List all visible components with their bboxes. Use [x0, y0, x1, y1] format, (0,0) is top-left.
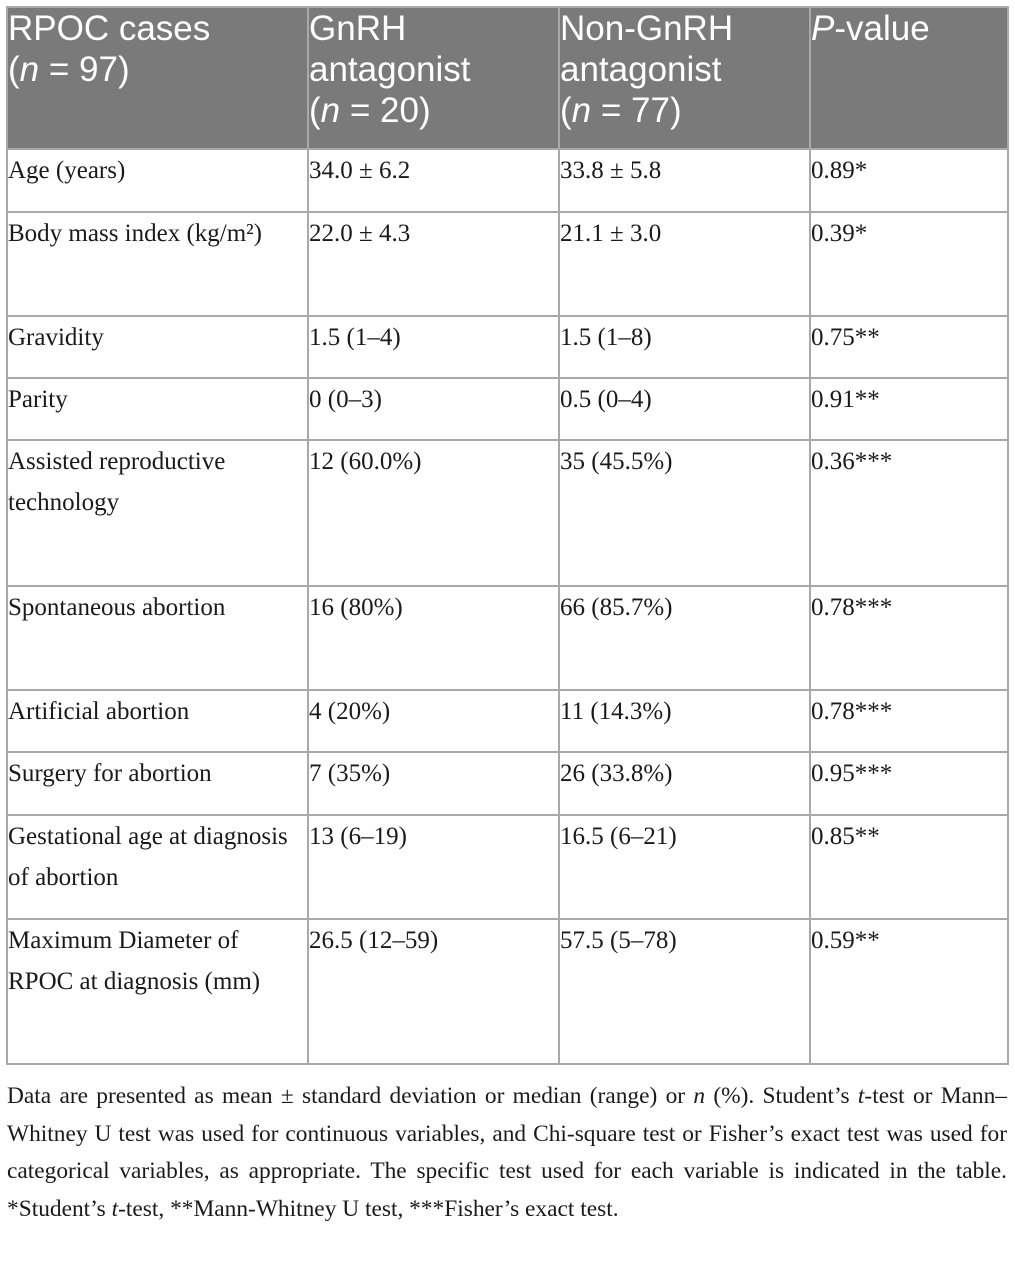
table-row	[7, 212, 1008, 316]
header-row	[7, 7, 1008, 149]
gnrh-value-cell: 4 (20%)	[308, 690, 559, 752]
table-footnote	[7, 1078, 1007, 1228]
p-value-cell: 0.89*	[810, 149, 1008, 212]
non-gnrh-value-cell: 57.5 (5–78)	[559, 919, 810, 1064]
header-gnrh-n-value: = 20)	[340, 91, 431, 130]
table-row	[7, 815, 1008, 919]
non-gnrh-value-cell: 0.5 (0–4)	[559, 378, 810, 440]
header-non-gnrh-n-value: = 77)	[591, 91, 682, 130]
p-value-cell: 0.39*	[810, 212, 1008, 316]
gnrh-value-cell: 26.5 (12–59)	[308, 919, 559, 1064]
header-rpoc-cases: RPOC cases (n = 97)	[7, 7, 308, 149]
non-gnrh-value-cell: 11 (14.3%)	[559, 690, 810, 752]
row-label-cell: Assisted reproductive technology	[7, 440, 308, 586]
demographics-table	[6, 6, 1009, 1065]
p-value-cell: 0.75**	[810, 316, 1008, 378]
footnote-part1: Data are presented as mean ± standard deviation or median (range) or	[7, 1083, 694, 1109]
gnrh-value-cell: 7 (35%)	[308, 752, 559, 815]
non-gnrh-value-cell: 35 (45.5%)	[559, 440, 810, 586]
gnrh-value-cell: 34.0 ± 6.2	[308, 149, 559, 212]
table-row	[7, 586, 1008, 690]
header-gnrh-n-symbol: n	[320, 91, 341, 130]
non-gnrh-value-cell: 33.8 ± 5.8	[559, 149, 810, 212]
p-value-cell: 0.95***	[810, 752, 1008, 815]
p-value-cell: 0.78***	[810, 690, 1008, 752]
header-p-rest: -value	[834, 9, 930, 48]
row-label-cell: Gravidity	[7, 316, 308, 378]
footnote-part4: -test, **Mann-Whitney U test, ***Fisher’s exact test.	[118, 1195, 619, 1222]
row-label-cell: Maximum Diameter of RPOC at diagnosis (mm)	[7, 919, 308, 1064]
non-gnrh-value-cell: 66 (85.7%)	[559, 586, 810, 690]
row-label-cell: Parity	[7, 378, 308, 440]
header-gnrh-label: GnRH antagonist	[309, 9, 471, 89]
table-row	[7, 149, 1008, 212]
non-gnrh-value-cell: 16.5 (6–21)	[559, 815, 810, 919]
p-value-cell: 0.59**	[810, 919, 1008, 1064]
header-non-gnrh-label: Non-GnRH antagonist	[560, 9, 734, 89]
row-label-cell: Gestational age at diagnosis of abortion	[7, 815, 308, 919]
p-value-cell: 0.36***	[810, 440, 1008, 586]
gnrh-value-cell: 12 (60.0%)	[308, 440, 559, 586]
table-row	[7, 440, 1008, 586]
row-label-cell: Artificial abortion	[7, 690, 308, 752]
gnrh-value-cell: 0 (0–3)	[308, 378, 559, 440]
header-p-value	[810, 7, 1008, 149]
non-gnrh-value-cell: 21.1 ± 3.0	[559, 212, 810, 316]
table-body	[7, 149, 1008, 1064]
non-gnrh-value-cell: 26 (33.8%)	[559, 752, 810, 815]
gnrh-value-cell: 16 (80%)	[308, 586, 559, 690]
table-row	[7, 752, 1008, 815]
p-value-cell: 0.91**	[810, 378, 1008, 440]
header-rpoc-n-symbol: n	[19, 50, 40, 89]
header-non-gnrh-antagonist: Non-GnRH antagonist (n = 77)	[559, 7, 810, 149]
p-value-cell: 0.78***	[810, 586, 1008, 690]
table-header	[7, 7, 1008, 149]
header-non-gnrh-n-symbol: n	[571, 91, 592, 130]
row-label-cell: Body mass index (kg/m²)	[7, 212, 308, 316]
header-gnrh-antagonist: GnRH antagonist (n = 20)	[308, 7, 559, 149]
table-row	[7, 690, 1008, 752]
non-gnrh-value-cell: 1.5 (1–8)	[559, 316, 810, 378]
header-rpoc-n-value: = 97)	[39, 50, 130, 89]
row-label-cell: Surgery for abortion	[7, 752, 308, 815]
gnrh-value-cell: 22.0 ± 4.3	[308, 212, 559, 316]
footnote-part2: (%). Student’s	[705, 1083, 858, 1109]
table-row	[7, 919, 1008, 1064]
footnote-t-symbol-1: t	[857, 1083, 865, 1109]
header-rpoc-cases-label: RPOC cases	[8, 9, 211, 48]
table-row	[7, 378, 1008, 440]
row-label-cell: Age (years)	[7, 149, 308, 212]
footnote-n-symbol: n	[693, 1083, 706, 1109]
header-p-symbol: P	[811, 9, 835, 48]
gnrh-value-cell: 13 (6–19)	[308, 815, 559, 919]
row-label-cell: Spontaneous abortion	[7, 586, 308, 690]
footnote-part3: -test or Mann–Whitney U test was used for continuous variables, and Chi-square test or Fisher’s exact test was used for categorical variables, as appropriate. The specific test used for each variable is indicated in the table. *Student’s	[7, 1083, 1007, 1222]
footnote-t-symbol-2: t	[111, 1195, 119, 1222]
table-row	[7, 316, 1008, 378]
p-value-cell: 0.85**	[810, 815, 1008, 919]
gnrh-value-cell: 1.5 (1–4)	[308, 316, 559, 378]
